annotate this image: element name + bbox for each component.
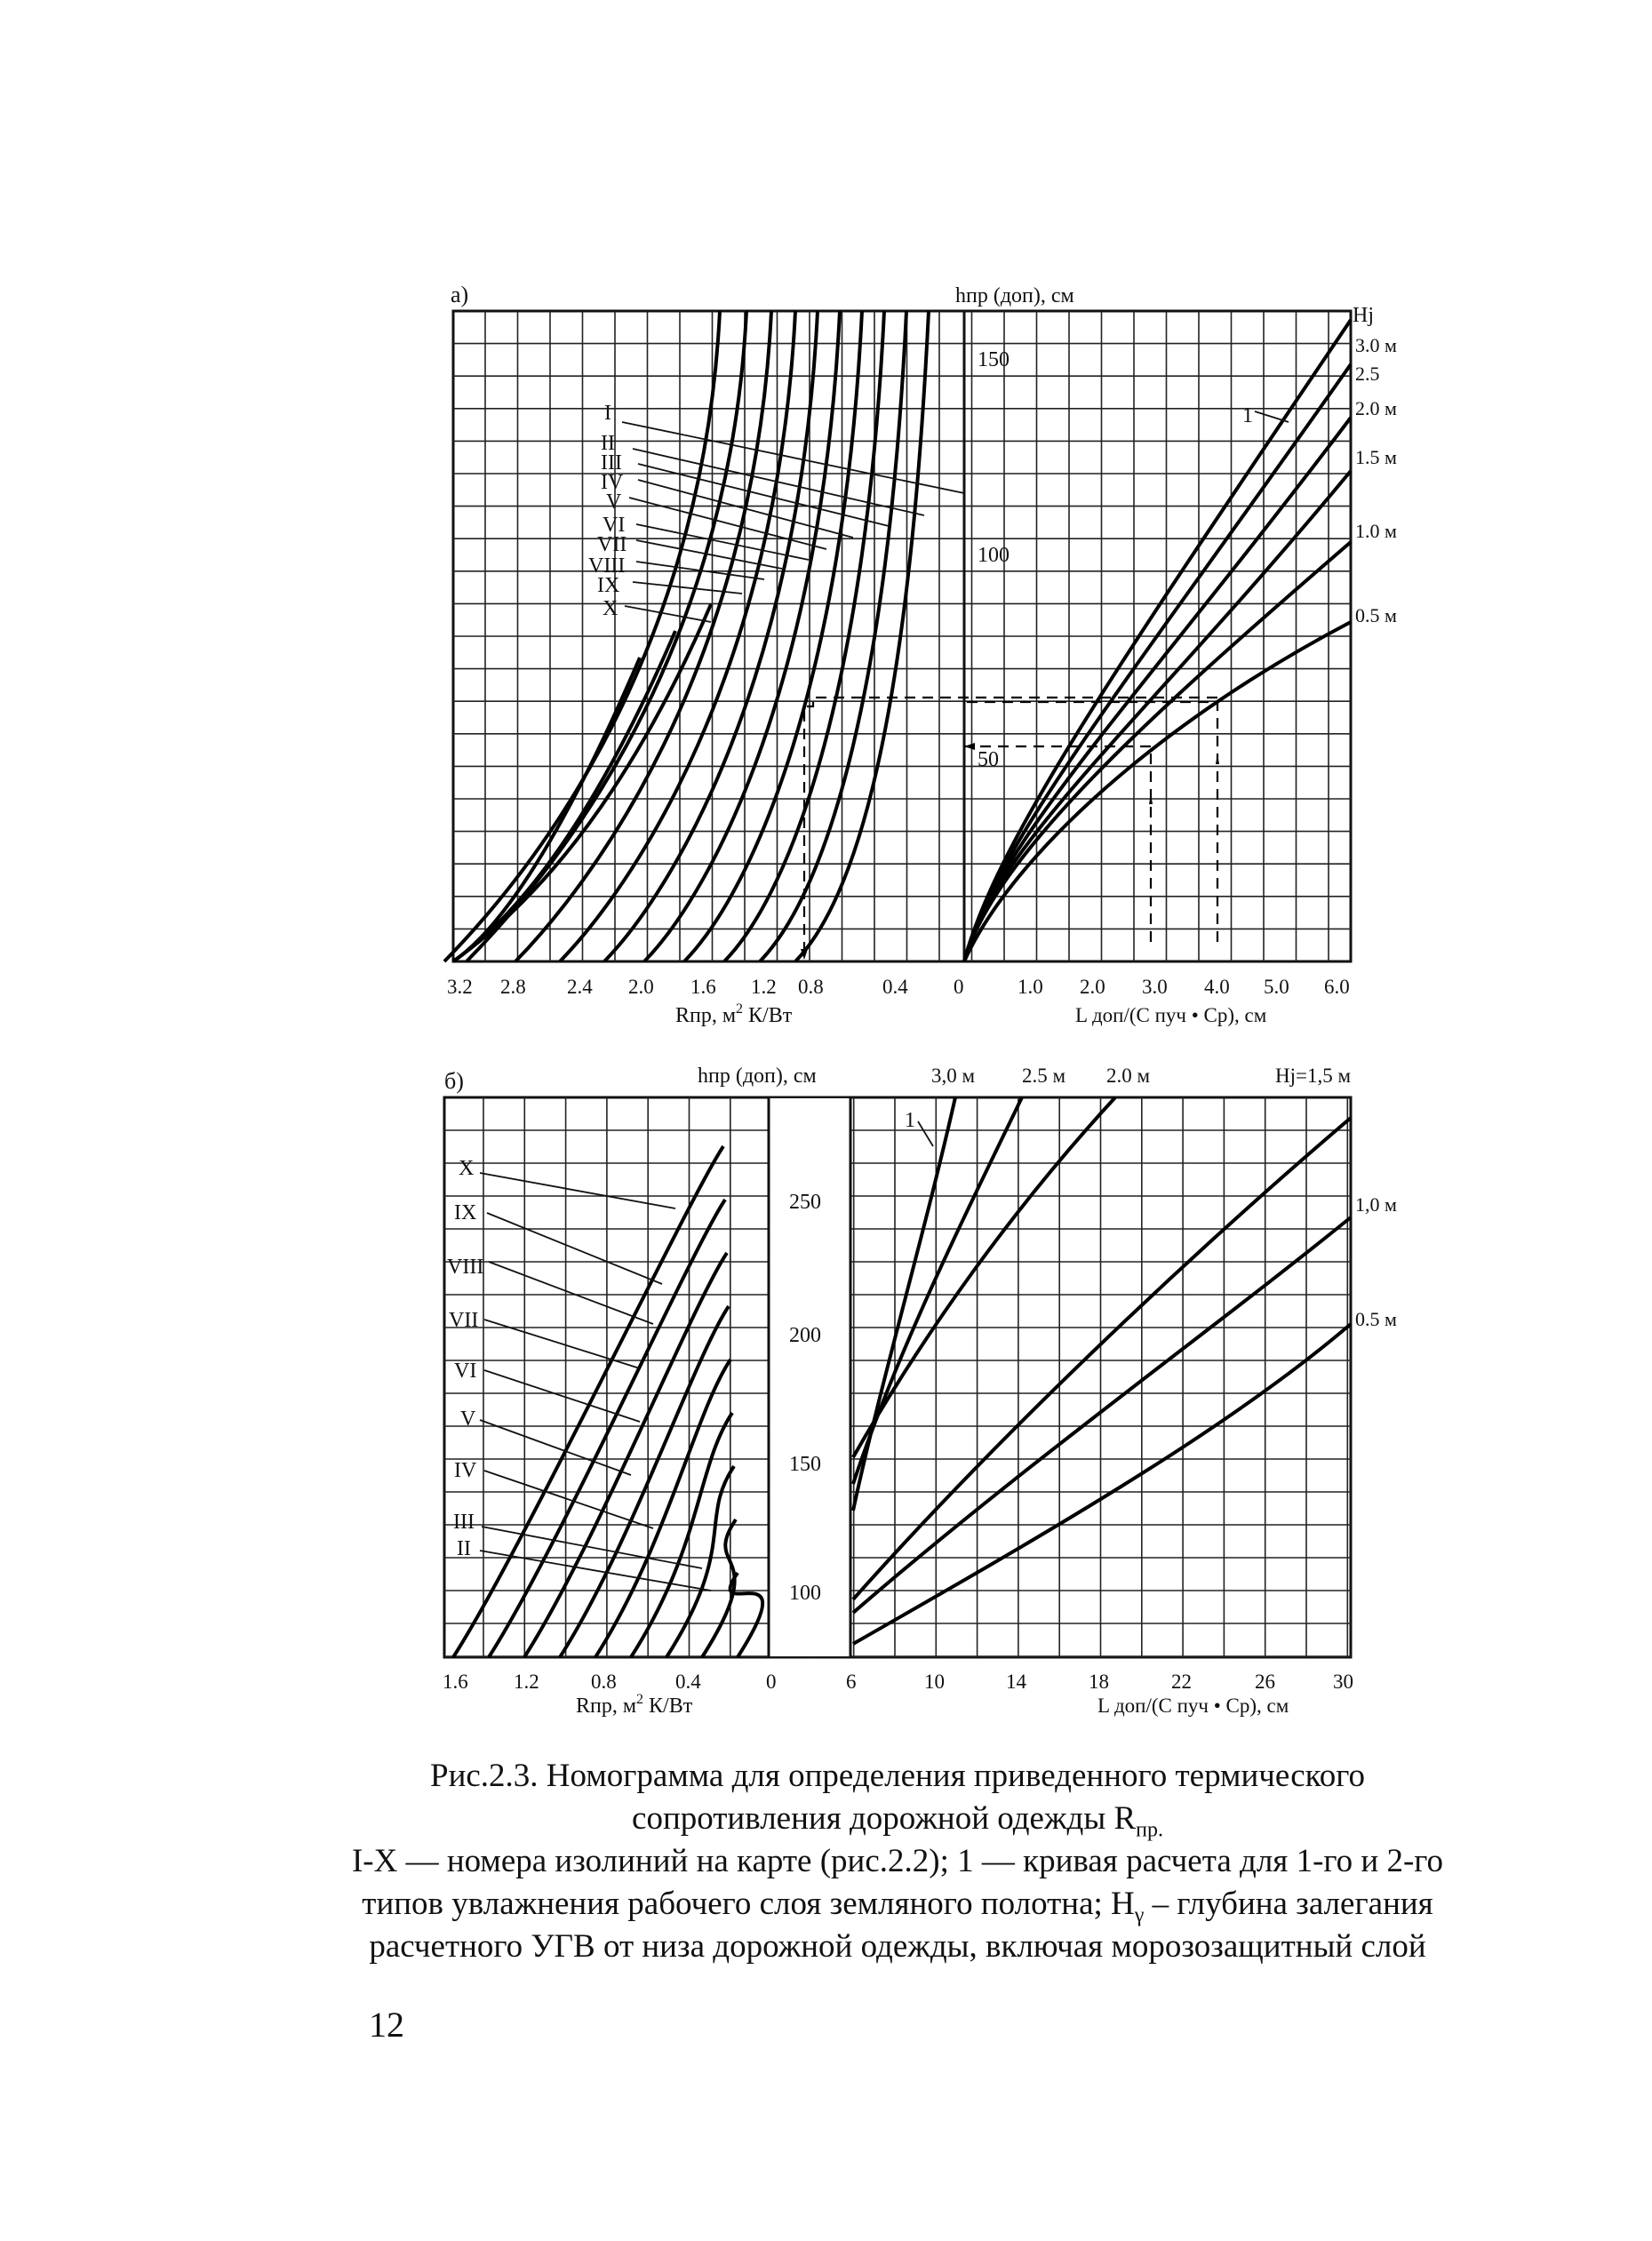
hj-curve-1.5 <box>853 1118 1351 1599</box>
panel-a-left-xticks <box>447 976 964 998</box>
panel-b-iso-VI: VI <box>454 1360 477 1383</box>
panel-b-rxtick: 10 <box>924 1671 945 1693</box>
panel-a-iso-IX: IX <box>597 574 620 597</box>
panel-a-curve-1-label: 1 <box>1242 404 1253 427</box>
panel-a-iso-IV: IV <box>601 471 624 494</box>
panel-a-iso-VI: VI <box>603 514 626 537</box>
caption-line-3: I-X — номера изолиний на карте (рис.2.2); 1 — кривая расчета для 1-го и 2-го <box>351 1843 1444 1879</box>
panel-a-rxtick: 1.0 <box>1018 976 1043 998</box>
hj-curve-3.0 <box>964 320 1351 961</box>
panel-a-iso-X: X <box>603 597 619 620</box>
panel-a-xtick: 0.8 <box>798 976 824 998</box>
panel-b-rxtick: 18 <box>1089 1671 1109 1693</box>
panel-b-hj-0.5: 0.5 м <box>1355 1308 1397 1330</box>
panel-a-left-xlabel: Rпр, $м^2$ К/Вт <box>675 1001 793 1027</box>
panel-a-hj-3.0: 3.0 м <box>1355 334 1397 356</box>
panel-b-xtick: 1.2 <box>514 1671 539 1693</box>
panel-a-xtick: 2.8 <box>500 976 526 998</box>
panel-b-iso-V: V <box>460 1408 476 1431</box>
panel-b-rxtick: 26 <box>1255 1671 1275 1693</box>
panel-a-xtick: 3.2 <box>447 976 473 998</box>
panel-b-isoline-labels <box>447 1157 483 1560</box>
caption-line-4: типов увлажнения рабочего слоя земляного полотна; $H_\gamma$ – глубина залегания <box>362 1886 1433 1927</box>
page-number: 12 <box>369 2005 404 2045</box>
panel-a-hj-title: Hj <box>1353 304 1374 327</box>
panel-a-xtick: 1.6 <box>690 976 716 998</box>
panel-b-top-2.0: 2.0 м <box>1106 1065 1151 1087</box>
isoline-curve <box>631 1413 732 1657</box>
isoline-curve <box>453 658 640 961</box>
panel-b-iso-X: X <box>459 1157 475 1180</box>
panel-b-hj-labels <box>1355 1193 1397 1330</box>
panel-b-rxtick: 14 <box>1006 1671 1026 1693</box>
panel-a-iso-III: III <box>601 451 622 475</box>
panel-b-xtick: 1.6 <box>443 1671 468 1693</box>
panel-b-ytick-100: 100 <box>789 1582 821 1605</box>
panel-b-isolines <box>453 1146 762 1657</box>
panel-a-ytick-150: 150 <box>978 348 1010 371</box>
panel-a-rxtick: 5.0 <box>1264 976 1289 998</box>
hj-curve-2.0 <box>853 1097 1115 1457</box>
panel-a-hj-0.5: 0.5 м <box>1355 604 1397 626</box>
panel-b-curve-1-label: 1 <box>905 1109 915 1132</box>
hj-curve-2.0 <box>964 418 1351 961</box>
panel-a-hj-2.0: 2.0 м <box>1355 397 1397 419</box>
panel-b-xtick: 0 <box>766 1671 777 1693</box>
panel-a-ytick-100: 100 <box>978 544 1010 567</box>
caption-line-5: расчетного УГВ от низа дорожной одежды, включая морозозащитный слой <box>369 1928 1426 1965</box>
panel-a-hj-1.0: 1.0 м <box>1355 520 1397 542</box>
hj-curve-1.0 <box>853 1217 1351 1613</box>
panel-b-iso-II: II <box>457 1537 471 1560</box>
panel-b-xtick: 0.8 <box>591 1671 617 1693</box>
panel-b-iso-VII: VII <box>449 1309 479 1332</box>
panel-b-right-xlabel: L доп/(С пуч • Ср), см <box>1097 1695 1289 1717</box>
panel-b-y-title: hпр (доп), см <box>698 1065 817 1088</box>
hj-curve-3.0 <box>853 1097 955 1511</box>
panel-b-ytick-200: 200 <box>789 1324 821 1347</box>
panel-b-right-xticks <box>846 1671 1353 1693</box>
panel-a-label: а) <box>451 282 469 307</box>
panel-b-hj-1.0: 1,0 м <box>1355 1193 1397 1216</box>
panel-b-rxtick: 22 <box>1171 1671 1192 1693</box>
panel-a-xtick: 2.0 <box>628 976 654 998</box>
panel-a-iso-I: I <box>604 402 611 425</box>
panel-a-iso-II: II <box>601 432 615 455</box>
panel-b-top-3.0: 3,0 м <box>931 1065 976 1087</box>
panel-a-hj-2.5: 2.5 <box>1355 363 1380 385</box>
panel-b-top-labels <box>931 1065 1351 1087</box>
panel-b-left-xlabel: Rпр, $м^2$ К/Вт <box>576 1692 693 1718</box>
panel-b-iso-IX: IX <box>454 1201 477 1224</box>
panel-a-y-title: hпр (доп), см <box>955 284 1074 307</box>
panel-a-rxtick: 6.0 <box>1324 976 1350 998</box>
panel-a-rxtick: 3.0 <box>1142 976 1168 998</box>
panel-a-xtick: 1.2 <box>751 976 777 998</box>
panel-a-xtick: 2.4 <box>567 976 593 998</box>
panel-a-hj-labels <box>1355 334 1397 626</box>
panel-b-left-xticks <box>443 1671 777 1693</box>
hj-curve-0.5 <box>964 622 1351 961</box>
panel-b-iso-IV: IV <box>454 1459 477 1482</box>
isoline-curve <box>595 1360 730 1657</box>
panel-a-xtick: 0.4 <box>882 976 908 998</box>
isoline-curve <box>453 631 675 961</box>
panel-a-iso-VII: VII <box>597 533 627 556</box>
panel-a-isoline-labels <box>588 402 626 620</box>
panel-b-iso-III: III <box>453 1511 475 1534</box>
panel-b-xtick: 0.4 <box>675 1671 701 1693</box>
panel-b-top-1.5: Hj=1,5 м <box>1275 1065 1352 1087</box>
panel-a-rxtick: 2.0 <box>1080 976 1105 998</box>
panel-a-right-xlabel: L доп/(С пуч • Ср), см <box>1075 1004 1267 1026</box>
panel-a-rxtick: 4.0 <box>1204 976 1230 998</box>
panel-a-hj-1.5: 1.5 м <box>1355 446 1397 468</box>
panel-b-hj-curves <box>853 1097 1351 1644</box>
caption-line-1: Рис.2.3. Номограмма для определения приведенного термического <box>430 1758 1365 1794</box>
panel-b-ytick-250: 250 <box>789 1191 821 1214</box>
panel-a-hj-curves <box>964 320 1351 961</box>
panel-a-iso-V: V <box>606 490 622 514</box>
panel-a-ytick-50: 50 <box>978 748 999 771</box>
panel-a-right-xticks <box>1018 976 1350 998</box>
panel-b-label: б) <box>444 1068 464 1094</box>
panel-b-top-2.5: 2.5 м <box>1022 1065 1066 1087</box>
panel-b-ytick-150: 150 <box>789 1453 821 1476</box>
panel-b-iso-VIII: VIII <box>447 1256 484 1279</box>
panel-a-xtick: 0 <box>954 976 964 998</box>
caption-line-2: сопротивления дорожной одежды $R_{пр.}$ <box>632 1800 1163 1842</box>
panel-b-rxtick: 6 <box>846 1671 857 1693</box>
hj-curve-0.5 <box>853 1324 1351 1644</box>
panel-a-example-path <box>801 698 1219 960</box>
panel-b-rxtick: 30 <box>1333 1671 1353 1693</box>
panel-a-iso-VIII: VIII <box>588 554 626 578</box>
